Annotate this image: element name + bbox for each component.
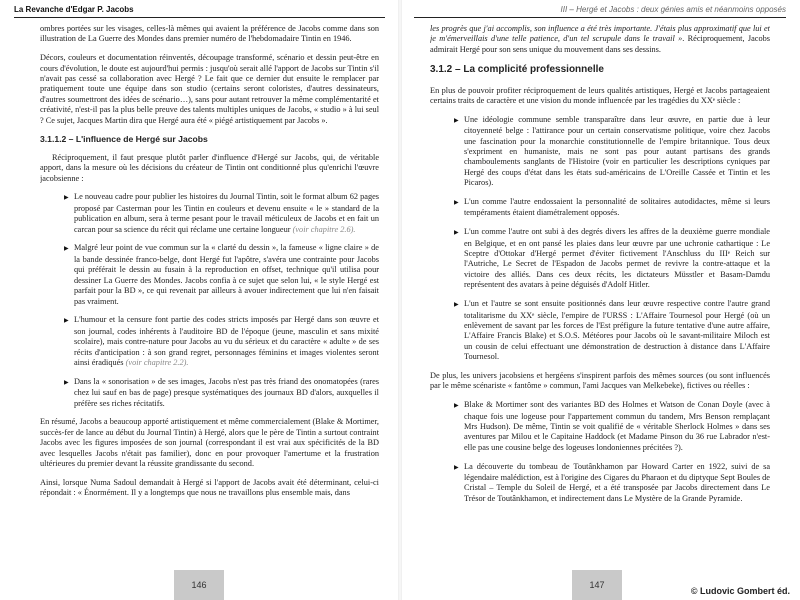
right-header-rule <box>414 17 786 18</box>
right-paragraph-2: En plus de pouvoir profiter réciproquement de leurs qualités artistiques, Hergé et Jacobs partageaient certains traits de caractère et une vision du monde influencée par les tragédies du XXᵉ siècle : <box>430 85 770 106</box>
left-bullet-2-text: Malgré leur point de vue commun sur la « clarté du dessin », la fameuse « ligne claire » de la bande dessinée franco-belge, dont Hergé fut l'apôtre, s'avéra une contrainte pour Jacobs qui préférait le dessin au fusain à la reproduction en offset, technique qu'il utilisa pour dessiner La Guerre des Mondes. Jacobs confia à ce sujet que selon lui, « le style Hergé est parfait pour la BD », ce qui revenait par ailleurs à avouer indirectement que lui n'en faisait pas vraiment. <box>74 243 379 306</box>
left-header-rule <box>14 17 385 18</box>
bullet-arrow-icon: ▶ <box>64 379 69 386</box>
bullet-arrow-icon: ▶ <box>64 195 69 202</box>
bullet-arrow-icon: ▶ <box>454 117 459 124</box>
left-bullet-1 <box>40 192 379 235</box>
left-page-body <box>40 24 379 560</box>
right-bullet-4-text: L'un et l'autre se sont ensuite positionnés dans leur œuvre respective contre l'autre grand totalitarisme du XXᵉ siècle, l'empire de l'URSS : L'Affaire Tournesol pour Hergé (où un enlèvement de savant par les forces de l'Est préfigure la future tentative d'une autre affaire, L'Affaire Francis Blake) et S.O.S. Météores pour Jacobs où le savant-militaire Miloch est un cousin de celui effectuant une démonstration de destruction à distance dans L'Affaire Tournesol. <box>464 299 770 362</box>
right-bullet-5-text: Blake & Mortimer sont des variantes BD des Holmes et Watson de Conan Doyle (avec à chaque fois une logeuse pour l'appartement commun du tandem, Mrs Benson remplaçant Mrs Hudson). De même, Tintin se voit qualifié de « véritable Sherlock Holmes » dans ses aventures par Milou et le Capitaine Haddock (et Madame Pinson du 36 rue Labrador n'est-elle pas une cousine belge des logeuses londoniennes précitées ?). <box>464 400 770 452</box>
left-bullet-4 <box>40 377 379 409</box>
left-bullet-3 <box>40 315 379 368</box>
left-bullet-4-text: Dans la « sonorisation » de ses images, Jacobs n'est pas très friand des onomatopées (rares chez lui sauf en bas de page) presque systématiques des journaux BD d'alors, auxquelles il préfère ses riches récitatifs. <box>74 376 379 408</box>
bullet-arrow-icon: ▶ <box>454 230 459 237</box>
right-bullet-2-text: L'un comme l'autre endossaient la personnalité de solitaires autodidactes, même si leurs tempéraments étaient diamétralement opposés. <box>464 197 770 218</box>
copyright-notice: © Ludovic Gombert éd. <box>690 586 790 596</box>
right-page-number: 147 <box>572 570 622 600</box>
bullet-arrow-icon: ▶ <box>64 246 69 253</box>
left-bullet-3-reference: (voir chapitre 2.2). <box>125 357 189 367</box>
left-page-number: 146 <box>174 570 224 600</box>
left-bullet-3-text: L'humour et la censure font partie des codes stricts imposés par Hergé dans son œuvre et son journal, codes inhérents à l'auditoire BD de l'époque (jeune, masculin et sans mixité scolaire), mais contre-nature pour Jacobs au vu du sérieux et du caractère « adulte » de ses récits d'anticipation : à son grand regret, personnages féminins et images violentes seront ainsi éradiqués <box>74 315 379 367</box>
right-bullet-1-text: Une idéologie commune semble transparaître dans leur œuvre, en partie due à leur citoyenneté belge : l'attirance pour un certain conservatisme politique, voire chez Jacobs une fascination pour la monarchie constitutionnelle de l'empire britannique. Tous deux s'expriment en humaniste, mais ne sont pas pour autant partisans des grands chamboulements sanglants de l'Histoire (voir en particulier les descriptions cyniques par Hergé des coups d'état dans les états sud-américains de L'Oreille Cassée et Tintin et les Picaros). <box>464 114 770 188</box>
bullet-arrow-icon: ▶ <box>454 403 459 410</box>
left-paragraph-3: Réciproquement, il faut presque plutôt parler d'influence d'Hergé sur Jacobs, qui, de véritable apport, dans la mesure où les décisions du créateur de Tintin ont conditionné plus qu'enrichi l'œuvre jacobsienne : <box>40 152 379 183</box>
left-paragraph-5: Ainsi, lorsque Numa Sadoul demandait à Hergé si l'apport de Jacobs avait été déterminant, celui-ci répondait : « Énormément. Il y a longtemps que nous ne travaillons plus ensemble mais, dans <box>40 477 379 498</box>
right-bullet-4 <box>430 299 770 362</box>
right-bullet-6-text: La découverte du tombeau de Toutânkhamon par Howard Carter en 1922, suivi de sa légendaire malédiction, est à l'origine des Cigares du Pharaon et du diptyque Sept Boules de Cristal – Temple du Soleil de Hergé, et a été transposée par Jacobs directement dans Le Trésor de Toutânkhamon, et indirectement dans Le Mystère de la Grande Pyramide. <box>464 461 770 503</box>
section-heading-3-1-1-2: 3.1.1.2 – L'influence de Hergé sur Jacobs <box>40 134 208 145</box>
right-bullet-2 <box>430 197 770 219</box>
right-bullet-3 <box>430 227 770 290</box>
left-paragraph-1: ombres portées sur les visages, celles-là mêmes qui avaient la préférence de Jacobs comme dans son illustration de La Guerre des Mondes dans premier numéro de l'hebdomadaire Tintin en 1946. <box>40 24 379 44</box>
right-bullet-5 <box>430 400 770 453</box>
right-paragraph-1-rest: . Réciproquement, Jacobs admirait Hergé pour son sens unique du mouvement dans ses dessins. <box>430 34 770 54</box>
bullet-arrow-icon: ▶ <box>64 318 69 325</box>
right-bullet-6 <box>430 462 770 505</box>
right-paragraph-1 <box>430 24 770 55</box>
right-paragraph-3: De plus, les univers jacobsiens et hergéens s'inspirent parfois des mêmes sources (ou sont influencés par le même scénariste « fantôme » commun, l'ami Jacques van Melkebeke), fictives ou réelles : <box>430 370 770 391</box>
right-page <box>400 0 800 600</box>
left-paragraph-2: Décors, couleurs et documentation réinventés, découpage transformé, scénario et dessin peut-être en cours d'évolution, le doute est aujourd'hui permis : jusqu'où serait allé l'apport de Jacobs sur Tintin s'il n'avait pas cessé sa collaboration avec Hergé ? Le fait que ce dernier dut ensuite le remplacer par pratiquement toute une équipe dans son studio (certains seront coloristes, d'autres dessinateurs, d'autres soumettront des idées de scénario…), sans pour autant retrouver la même complémentarité et créativité, n'est-il pas la plus belle preuve des talents multiples uniques de Jacobs, « studio » à lui seul ? Ce sujet, Jacques Martin dira que Hergé aura été « piégé artistiquement par Jacobs ». <box>40 53 379 125</box>
bullet-arrow-icon: ▶ <box>454 302 459 309</box>
right-bullet-1 <box>430 115 770 189</box>
right-paragraph-1-quote: les progrès que j'ai accomplis, son influence a été très importante. J'étais plus approximatif que lui et je m'émerveillais d'une telle patience, d'un tel scrupule dans le travail » <box>430 24 770 44</box>
left-bullet-1-text: Le nouveau cadre pour publier les histoires du Journal Tintin, soit le format album 62 pages proposé par Casterman pour les Tintin en couleurs et devenu ensuite « le » standard de la publication en album, sera à terme pesant pour le travail méticuleux de Jacobs et en fait un carcan pour sa science du récit qui réclame une certaine longueur <box>74 192 379 234</box>
right-bullet-3-text: L'un comme l'autre ont subi à des degrés divers les affres de la deuxième guerre mondiale en Belgique, et en ont pansé les plaies dans leur œuvre par une uchronie cathartique : Le Sceptre d'Ottokar d'Hergé permet d'éviter fictivement l'Anschluss du IIIᵉ Reich sur l'Autriche, Le Secret de l'Espadon de Jacobs permet de revivre la contre-attaque et la victoire des alliés. Dans ces deux récits, les dictateurs Müsstler et Basam-Damdu représentent des avatars à peine déguisés d'Adolf Hitler. <box>464 227 770 290</box>
right-running-header: III – Hergé et Jacobs : deux génies amis et néanmoins opposés <box>560 5 786 14</box>
section-heading-3-1-2: 3.1.2 – La complicité professionnelle <box>430 64 604 76</box>
left-running-header: La Revanche d'Edgar P. Jacobs <box>14 5 134 14</box>
left-bullet-2 <box>40 243 379 306</box>
bullet-arrow-icon: ▶ <box>454 464 459 471</box>
bullet-arrow-icon: ▶ <box>454 200 459 207</box>
right-page-body <box>430 24 770 560</box>
left-bullet-1-reference: (voir chapitre 2.6). <box>292 224 356 234</box>
left-paragraph-4: En résumé, Jacobs a beaucoup apporté artistiquement et même commercialement (Blake & Mortimer, succès-fer de lance au début du Journal Tintin) à Hergé, alors que le père de Tintin a surtout contraint Jacobs avec les figures imposées de son journal (correspondant il est vrai aux spécificités de la BD avec lesquelles Jacobs n'était pas familier), donc en pour provoquer l'amertume et la frustration ultérieures du premier devant la réussite grandissante du second. <box>40 417 379 468</box>
